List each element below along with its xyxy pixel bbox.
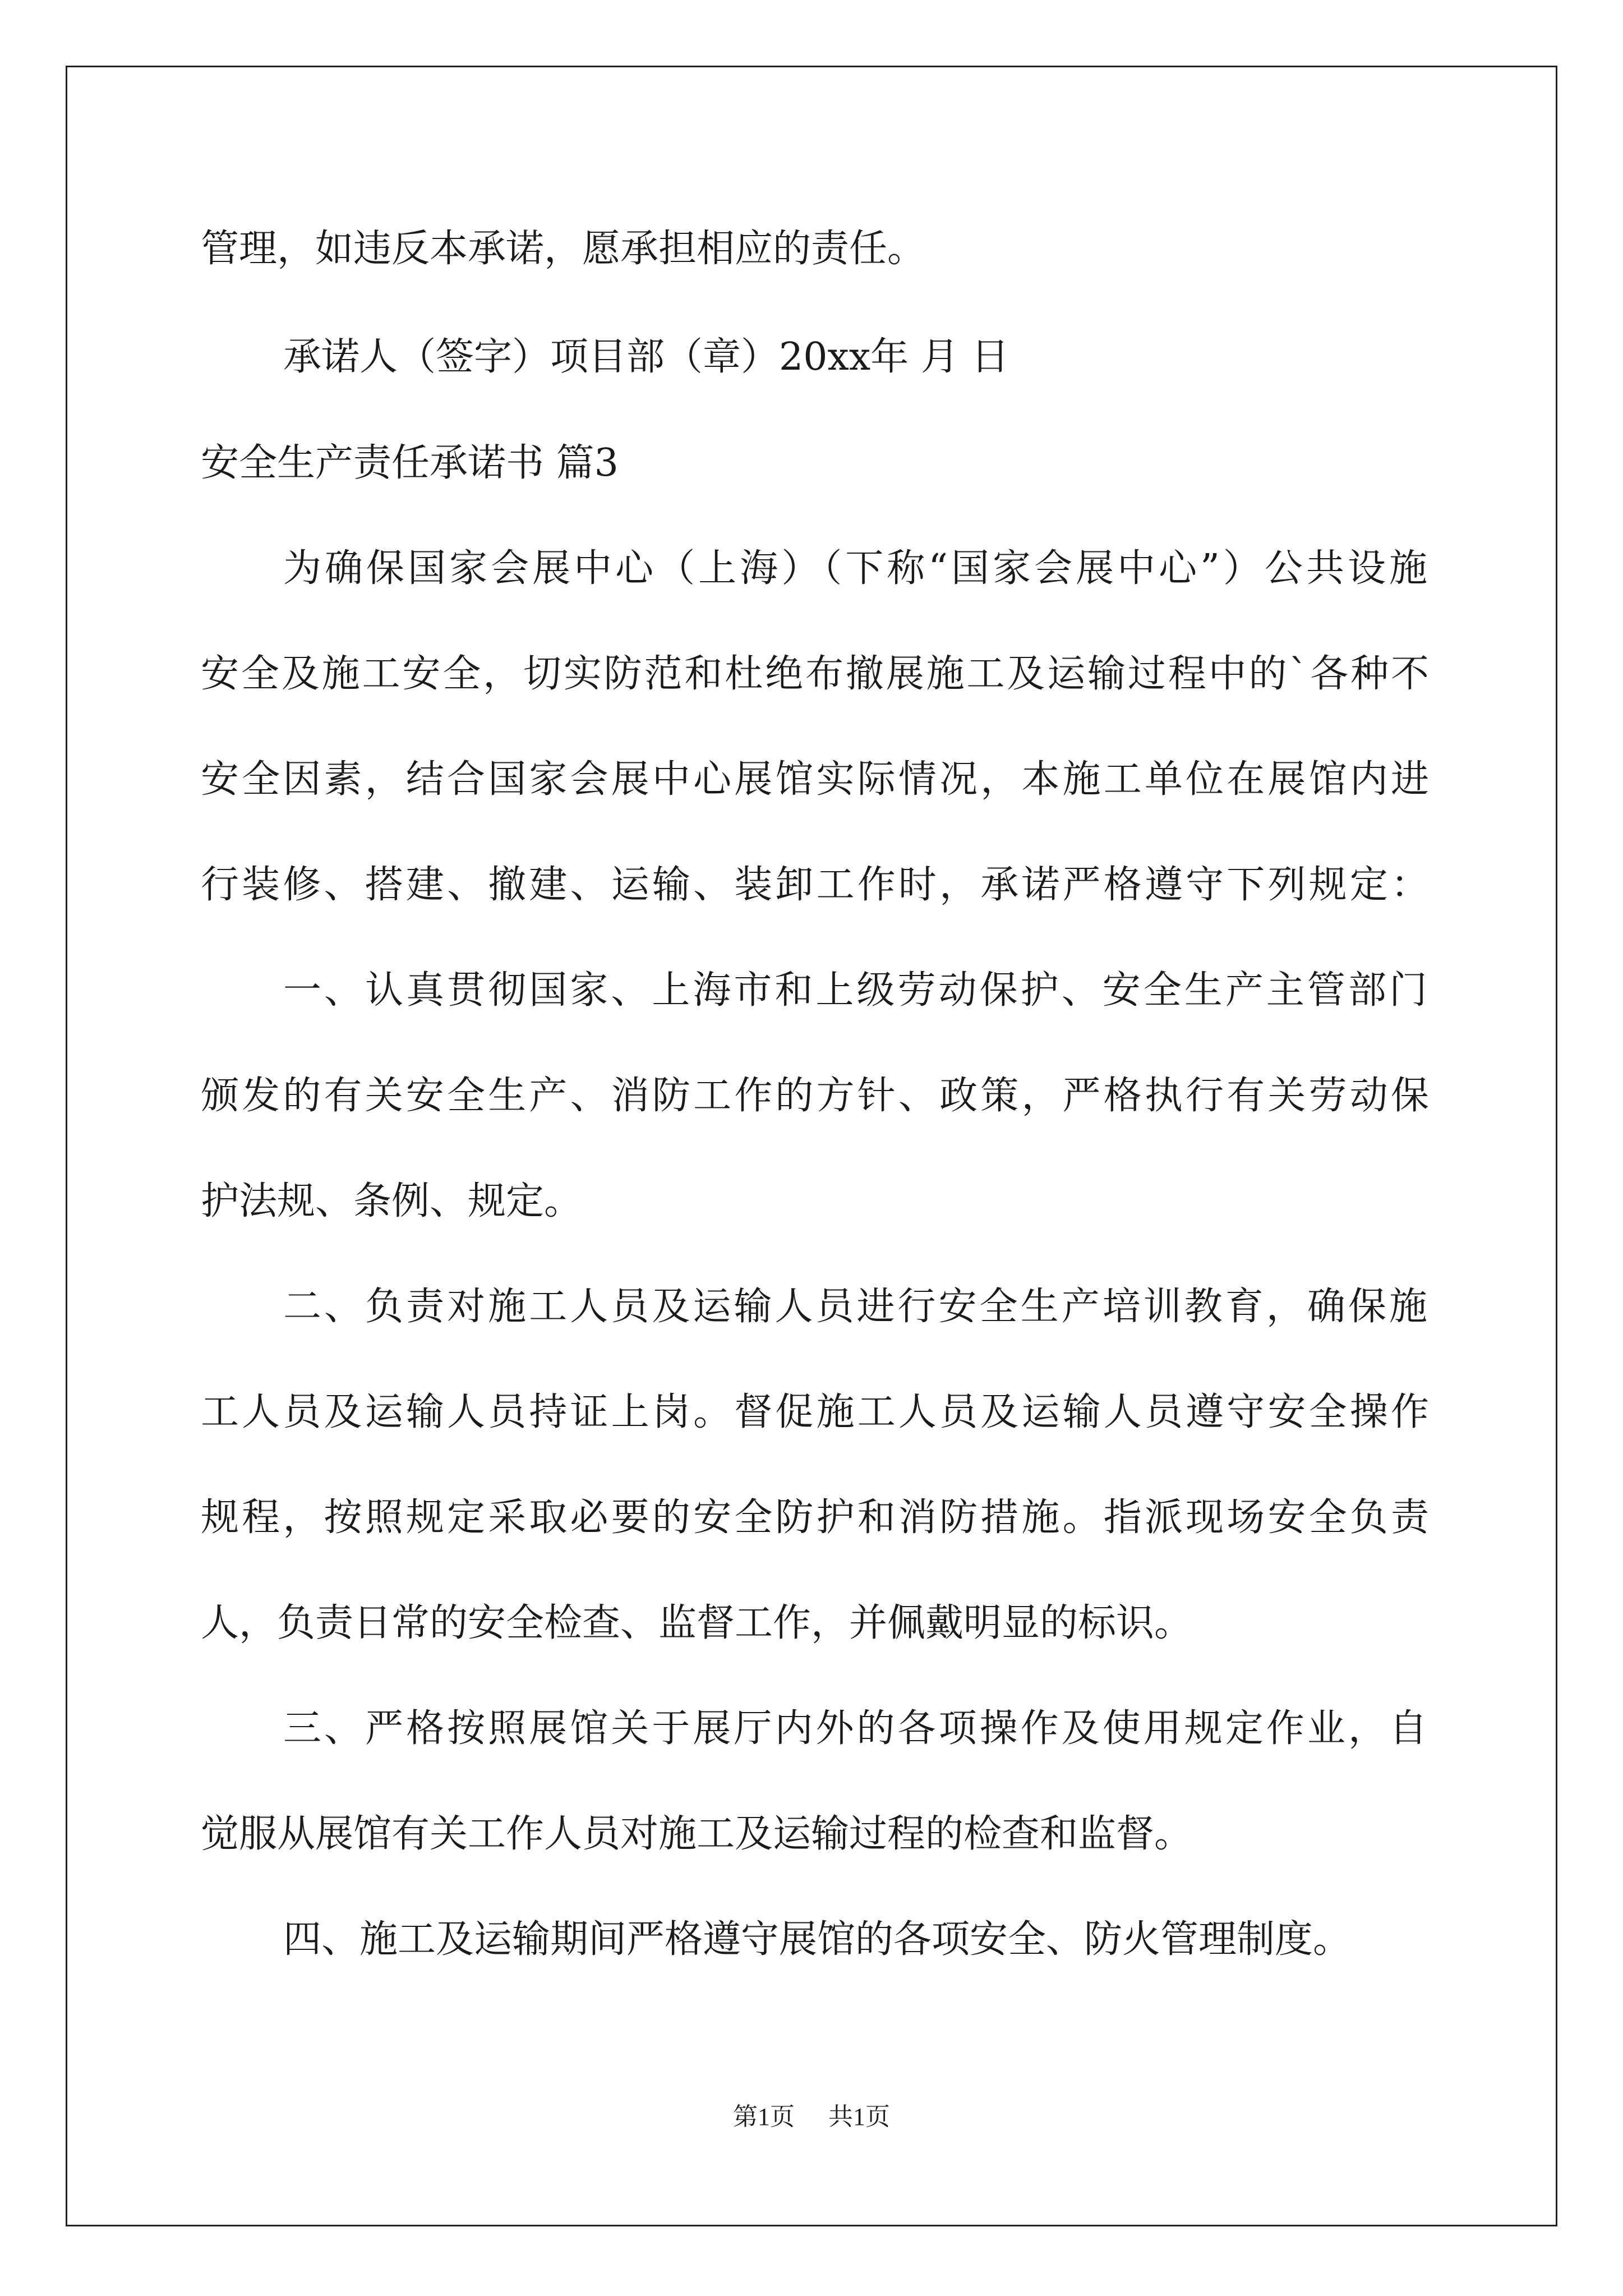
paragraph-line: 四、施工及运输期间严格遵守展馆的各项安全、防火管理制度。 — [283, 1917, 1352, 1962]
paragraph-line: 管理，如违反本承诺，愿承担相应的责任。 — [201, 227, 926, 271]
paragraph-line: 行装修、搭建、撤建、运输、装卸工作时，承诺严格遵守下列规定： — [201, 863, 1429, 907]
signature-line: 承诺人（签字）项目部（章）20xx年 月 日 — [283, 335, 1009, 379]
page-footer — [0, 2105, 1623, 2129]
paragraph-line: 规程，按照规定采取必要的安全防护和消防措施。指派现场安全负责 — [201, 1496, 1429, 1540]
paragraph-line: 觉服从展馆有关工作人员对施工及运输过程的检查和监督。 — [201, 1812, 1193, 1856]
page-total: 共1页 — [828, 2103, 890, 2131]
paragraph-line: 二、负责对施工人员及运输人员进行安全生产培训教育，确保施 — [283, 1285, 1427, 1329]
paragraph-line: 为确保国家会展中心（上海）（下称“国家会展中心”）公共设施 — [283, 546, 1427, 591]
paragraph-line: 人，负责日常的安全检查、监督工作，并佩戴明显的标识。 — [201, 1601, 1193, 1645]
page-border — [66, 66, 1557, 2226]
paragraph-line: 颁发的有关安全生产、消防工作的方针、政策，严格执行有关劳动保 — [201, 1074, 1429, 1118]
paragraph-line: 护法规、条例、规定。 — [201, 1179, 583, 1223]
paragraph-line: 安全因素，结合国家会展中心展馆实际情况，本施工单位在展馆内进 — [201, 757, 1429, 802]
section-title: 安全生产责任承诺书 篇3 — [201, 441, 619, 485]
paragraph-line: 三、严格按照展馆关于展厅内外的各项操作及使用规定作业，自 — [283, 1706, 1427, 1751]
paragraph-line: 安全及施工安全，切实防范和杜绝布撤展施工及运输过程中的`各种不 — [201, 652, 1429, 696]
paragraph-line: 工人员及运输人员持证上岗。督促施工人员及运输人员遵守安全操作 — [201, 1390, 1429, 1434]
page-number: 第1页 — [733, 2103, 795, 2131]
paragraph-line: 一、认真贯彻国家、上海市和上级劳动保护、安全生产主管部门 — [283, 968, 1427, 1013]
